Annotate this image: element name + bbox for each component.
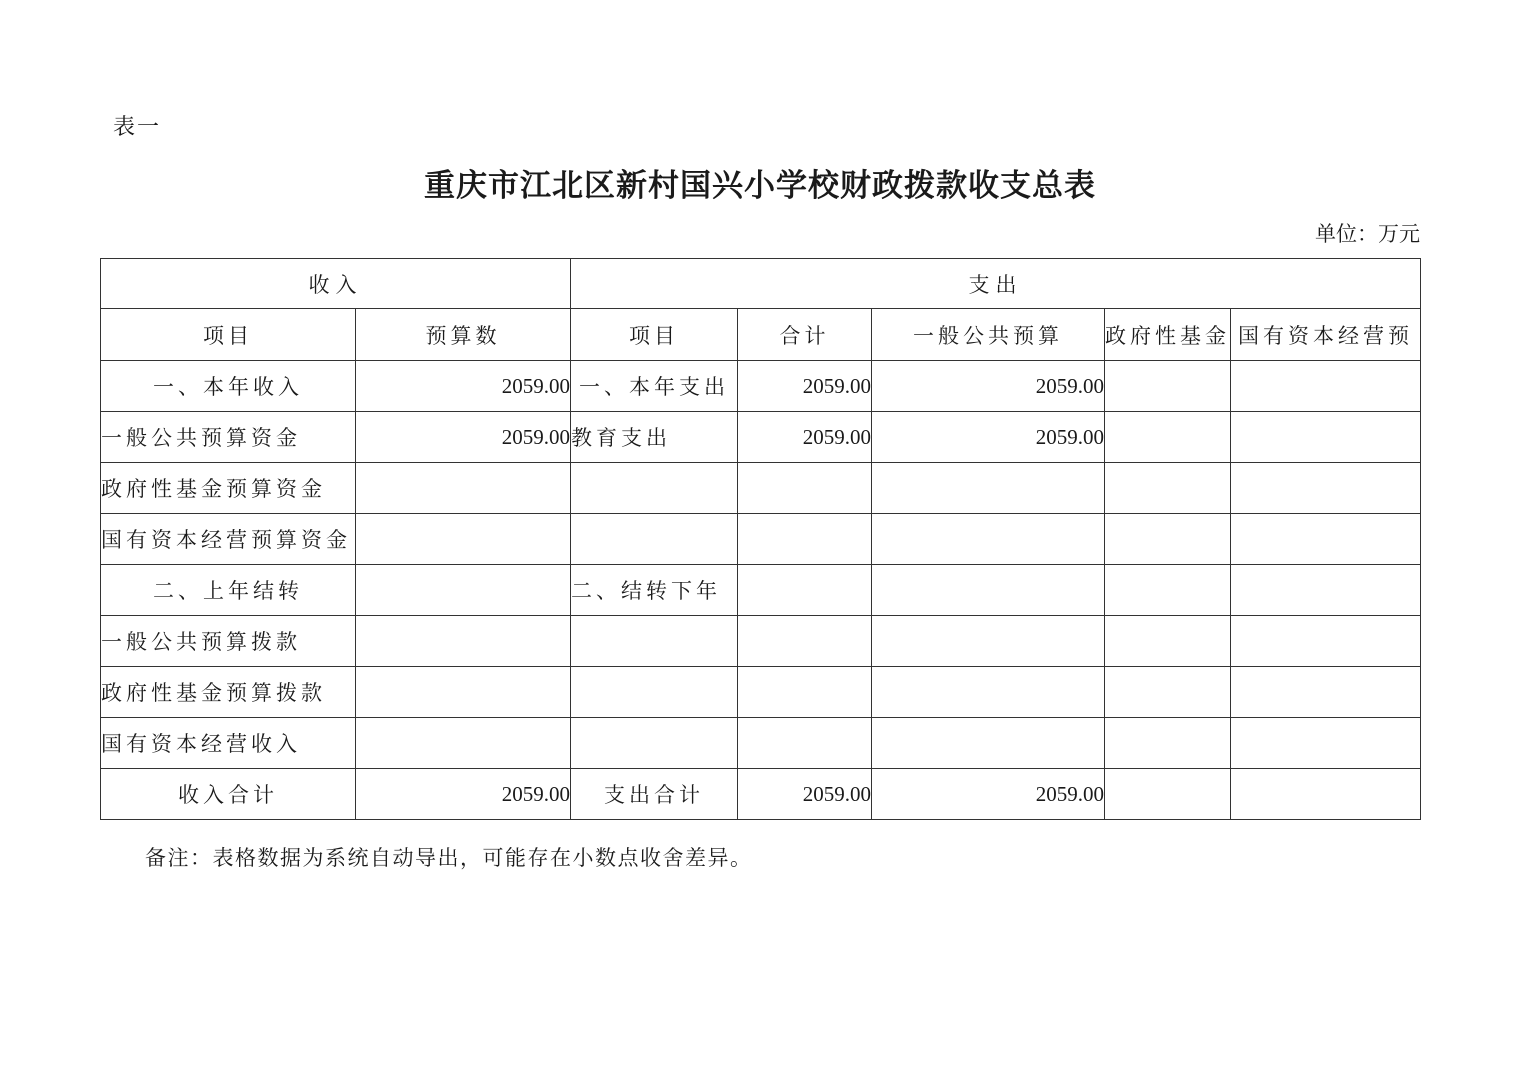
cell-expense-item: [571, 616, 738, 667]
cell-expense-total: [738, 463, 872, 514]
cell-gov-fund: [1105, 616, 1231, 667]
cell-income-item: 收入合计: [101, 769, 356, 820]
cell-income-budget: [356, 616, 571, 667]
cell-expense-total: [738, 616, 872, 667]
table-row: [101, 361, 1421, 412]
cell-general-public-budget: [872, 718, 1105, 769]
cell-state-capital: [1231, 412, 1421, 463]
cell-general-public-budget: 2059.00: [872, 769, 1105, 820]
cell-gov-fund: [1105, 361, 1231, 412]
cell-state-capital: [1231, 718, 1421, 769]
col-header-income-budget: 预算数: [356, 309, 571, 361]
table-row: [101, 412, 1421, 463]
cell-expense-item: [571, 718, 738, 769]
expense-group-header: 支出: [571, 259, 1421, 309]
cell-expense-item: 支出合计: [571, 769, 738, 820]
group-header-row: [101, 259, 1421, 309]
cell-general-public-budget: [872, 565, 1105, 616]
table-label: 表一: [113, 114, 162, 139]
table-row: [101, 769, 1421, 820]
cell-gov-fund: [1105, 412, 1231, 463]
col-header-general-public-budget: 一般公共预算: [872, 309, 1105, 361]
cell-expense-total: 2059.00: [738, 769, 872, 820]
cell-income-item: 一、本年收入: [101, 361, 356, 412]
cell-general-public-budget: [872, 514, 1105, 565]
cell-income-budget: [356, 667, 571, 718]
cell-general-public-budget: [872, 616, 1105, 667]
table-row: [101, 514, 1421, 565]
cell-income-budget: 2059.00: [356, 769, 571, 820]
cell-income-budget: [356, 463, 571, 514]
col-header-state-capital: 国有资本经营预: [1231, 309, 1421, 361]
cell-gov-fund: [1105, 718, 1231, 769]
cell-expense-item: [571, 463, 738, 514]
cell-state-capital: [1231, 616, 1421, 667]
page-title: 重庆市江北区新村国兴小学校财政拨款收支总表: [424, 168, 1096, 203]
cell-gov-fund: [1105, 769, 1231, 820]
cell-state-capital: [1231, 463, 1421, 514]
footnote: 备注：表格数据为系统自动导出，可能存在小数点收舍差异。: [145, 846, 753, 870]
budget-summary-table: [100, 258, 1421, 820]
cell-income-item: 国有资本经营预算资金: [101, 514, 356, 565]
table-row: [101, 463, 1421, 514]
cell-state-capital: [1231, 514, 1421, 565]
table-row: [101, 667, 1421, 718]
unit-label: 单位：万元: [1315, 222, 1420, 246]
cell-gov-fund: [1105, 565, 1231, 616]
cell-income-budget: [356, 565, 571, 616]
cell-state-capital: [1231, 361, 1421, 412]
cell-expense-item: 一、本年支出: [571, 361, 738, 412]
cell-general-public-budget: 2059.00: [872, 361, 1105, 412]
income-group-header: 收入: [101, 259, 571, 309]
cell-gov-fund: [1105, 514, 1231, 565]
cell-income-budget: 2059.00: [356, 412, 571, 463]
cell-income-budget: 2059.00: [356, 361, 571, 412]
cell-income-item: 一般公共预算拨款: [101, 616, 356, 667]
cell-state-capital: [1231, 565, 1421, 616]
cell-expense-total: 2059.00: [738, 361, 872, 412]
cell-income-item: 政府性基金预算资金: [101, 463, 356, 514]
cell-state-capital: [1231, 667, 1421, 718]
cell-income-item: 一般公共预算资金: [101, 412, 356, 463]
table-row: [101, 718, 1421, 769]
cell-expense-item: 二、结转下年: [571, 565, 738, 616]
table-row: [101, 565, 1421, 616]
cell-gov-fund: [1105, 463, 1231, 514]
cell-state-capital: [1231, 769, 1421, 820]
cell-expense-total: [738, 718, 872, 769]
cell-expense-total: 2059.00: [738, 412, 872, 463]
cell-gov-fund: [1105, 667, 1231, 718]
cell-expense-item: 教育支出: [571, 412, 738, 463]
cell-income-item: 二、上年结转: [101, 565, 356, 616]
col-header-gov-fund: 政府性基金: [1105, 309, 1231, 361]
col-header-expense-item: 项目: [571, 309, 738, 361]
cell-income-item: 政府性基金预算拨款: [101, 667, 356, 718]
cell-expense-item: [571, 514, 738, 565]
cell-expense-total: [738, 565, 872, 616]
cell-expense-item: [571, 667, 738, 718]
cell-income-item: 国有资本经营收入: [101, 718, 356, 769]
column-header-row: [101, 309, 1421, 361]
cell-general-public-budget: [872, 667, 1105, 718]
cell-income-budget: [356, 514, 571, 565]
col-header-income-item: 项目: [101, 309, 356, 361]
table-row: [101, 616, 1421, 667]
cell-expense-total: [738, 667, 872, 718]
cell-general-public-budget: [872, 463, 1105, 514]
col-header-expense-total: 合计: [738, 309, 872, 361]
cell-general-public-budget: 2059.00: [872, 412, 1105, 463]
cell-income-budget: [356, 718, 571, 769]
cell-expense-total: [738, 514, 872, 565]
